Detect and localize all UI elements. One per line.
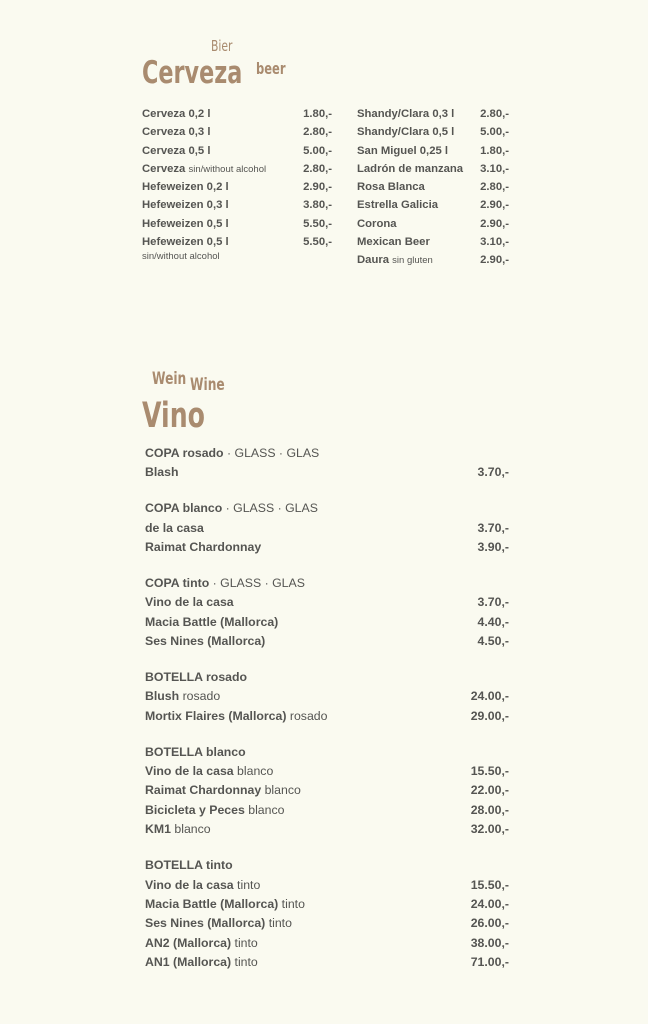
wine-item-name: Macia Battle (Mallorca) (145, 896, 279, 911)
beer-item-price: 1.80,- (303, 108, 332, 120)
wine-item-price: 26.00,- (470, 916, 509, 931)
wine-item-name: Raimat Chardonnay (145, 540, 262, 555)
beer-item (357, 215, 509, 233)
beer-item (142, 160, 332, 178)
beer-item (357, 142, 509, 160)
beer-item (142, 123, 332, 141)
wine-item-name: Vino de la casa (145, 877, 234, 892)
beer-item-name: Cerveza 0,2 l (142, 108, 211, 120)
beer-title: Cerveza (142, 55, 243, 91)
wine-item-price: 3.70,- (477, 520, 509, 535)
wine-group-heading (145, 444, 509, 463)
wine-group (145, 499, 509, 557)
wine-item-note: blanco (244, 802, 285, 817)
beer-item (142, 233, 332, 251)
wine-subtitle-de: Wein (152, 369, 187, 389)
wine-item-price: 15.50,- (470, 764, 509, 779)
wine-group-heading-text: BOTELLA blanco (145, 744, 246, 759)
wine-group-heading (145, 743, 509, 762)
wine-group (145, 444, 509, 483)
wine-title: Vino (142, 396, 205, 436)
wine-item-name: AN1 (Mallorca) (145, 955, 232, 970)
beer-list-right (357, 105, 509, 270)
wine-group (145, 668, 509, 726)
beer-item (142, 215, 332, 233)
beer-item-name: Cerveza 0,5 l (142, 144, 211, 157)
wine-item-name: Mortix Flaires (Mallorca) (145, 708, 287, 723)
wine-item-note: tinto (233, 877, 261, 892)
beer-item-price: 5.00,- (303, 144, 332, 157)
wine-group-heading (145, 499, 509, 518)
wine-item (145, 707, 509, 726)
beer-item (357, 160, 509, 178)
wine-item-note: tinto (231, 935, 258, 950)
wine-item (145, 463, 509, 482)
wine-group-heading-text: COPA tinto (145, 575, 210, 590)
beer-item (357, 105, 509, 123)
wine-item (145, 820, 509, 839)
wine-item-price: 3.90,- (477, 540, 509, 555)
wine-item (145, 801, 509, 820)
beer-item-price: 2.80,- (480, 181, 509, 194)
beer-item-name: Shandy/Clara 0,3 l (357, 108, 455, 120)
beer-subtitle-de: Bier (211, 37, 233, 55)
wine-item (145, 781, 509, 800)
wine-group-heading-note: · GLASS · GLAS (222, 501, 318, 516)
beer-item-subnote: sin/without alcohol (142, 251, 220, 263)
wine-item-price: 29.00,- (470, 708, 509, 723)
wine-item-name: Raimat Chardonnay (145, 783, 262, 798)
beer-item (142, 178, 332, 196)
beer-item-name: Hefeweizen 0,5 l (142, 236, 229, 249)
beer-item (357, 233, 509, 251)
beer-item-name: Ladrón de manzana (357, 162, 464, 175)
wine-item-price: 4.40,- (477, 614, 509, 629)
wine-item-price: 24.00,- (470, 689, 509, 704)
wine-item-note: blanco (261, 783, 301, 798)
wine-item (145, 613, 509, 632)
wine-item-note: rosado (179, 689, 221, 704)
wine-item (145, 876, 509, 895)
beer-item (357, 251, 509, 269)
beer-item-price: 2.90,- (303, 181, 332, 194)
beer-item-price: 2.90,- (480, 199, 509, 212)
beer-item-price: 2.90,- (480, 217, 509, 230)
beer-item-name: Hefeweizen 0,5 l (142, 217, 229, 230)
beer-item-name: Shandy/Clara 0,5 l (357, 126, 455, 139)
wine-item-name: de la casa (145, 520, 204, 535)
wine-item-note: rosado (286, 708, 328, 723)
wine-group (145, 856, 509, 972)
wine-group-heading (145, 574, 509, 593)
wine-item (145, 687, 509, 706)
wine-item-name: Ses Nines (Mallorca) (145, 916, 266, 931)
beer-item-note: sin/without alcohol (188, 163, 267, 175)
wine-item-name: KM1 (145, 822, 171, 837)
beer-item-name: Hefeweizen 0,3 l (142, 199, 229, 212)
wine-item-note: tinto (265, 916, 292, 931)
wine-subtitle-en: Wine (190, 375, 225, 395)
wine-item-price: 38.00,- (470, 935, 509, 950)
wine-item (145, 593, 509, 612)
beer-item-name: Mexican Beer (357, 236, 430, 249)
beer-subtitle-en: beer (256, 59, 286, 78)
wine-group-heading-text: COPA blanco (145, 501, 223, 516)
wine-item-price: 3.70,- (477, 595, 509, 610)
beer-item-price: 2.80,- (303, 162, 332, 175)
wine-group-heading-text: COPA rosado (145, 446, 224, 460)
beer-item (357, 196, 509, 214)
beer-item-name: Rosa Blanca (357, 181, 425, 194)
beer-item-price: 1.80,- (480, 144, 509, 157)
wine-item-name: Bicicleta y Peces (145, 802, 245, 817)
beer-item-price: 3.80,- (303, 199, 332, 212)
wine-item (145, 934, 509, 953)
beer-item (357, 123, 509, 141)
beer-item-price: 5.00,- (480, 126, 509, 139)
beer-item-name: Cerveza 0,3 l (142, 126, 211, 139)
wine-group-heading-note: · GLASS · GLAS (209, 575, 305, 590)
wine-item-name: Macia Battle (Mallorca) (145, 614, 279, 629)
wine-item-price: 3.70,- (477, 465, 509, 480)
beer-item-price: 2.80,- (480, 108, 509, 120)
beer-item-price: 3.10,- (480, 236, 509, 249)
wine-group-heading-text: BOTELLA tinto (145, 858, 233, 873)
wine-item-name: Vino de la casa (145, 595, 234, 610)
beer-item-name: San Miguel 0,25 l (357, 144, 449, 157)
beer-item-price: 5.50,- (303, 217, 332, 230)
wine-group (145, 574, 509, 652)
wine-group-heading (145, 856, 509, 875)
beer-item (142, 105, 332, 123)
wine-item-name: AN2 (Mallorca) (145, 935, 232, 950)
wine-item-price: 71.00,- (470, 955, 509, 970)
beer-item-name: Estrella Galicia (357, 199, 439, 212)
wine-item (145, 538, 509, 557)
wine-group-heading (145, 668, 509, 687)
wine-group-heading-text: BOTELLA rosado (145, 670, 248, 685)
beer-item-name: Daura (357, 254, 390, 267)
wine-group-heading-note: · GLASS · GLAS (223, 446, 320, 460)
beer-item-name: Corona (357, 217, 397, 230)
wine-item (145, 762, 509, 781)
wine-item (145, 953, 509, 972)
beer-item (142, 196, 332, 214)
beer-item-price: 2.80,- (303, 126, 332, 139)
wine-item-name: Blush (145, 689, 180, 704)
wine-item-name: Vino de la casa (145, 764, 234, 779)
beer-list-left (142, 105, 332, 262)
wine-item-note: blanco (233, 764, 274, 779)
beer-item-note: sin gluten (392, 255, 433, 267)
wine-item-name: Ses Nines (Mallorca) (145, 634, 266, 649)
wine-item-price: 28.00,- (470, 802, 509, 817)
beer-item (142, 142, 332, 160)
wine-item-price: 4.50,- (477, 634, 509, 649)
wine-group (145, 743, 509, 840)
wine-item (145, 632, 509, 651)
wine-item (145, 519, 509, 538)
beer-item (357, 178, 509, 196)
wine-item-price: 15.50,- (470, 877, 509, 892)
beer-item-name: Cerveza (142, 162, 186, 175)
wine-item (145, 895, 509, 914)
wine-item-note: tinto (278, 896, 305, 911)
wine-item-note: tinto (231, 955, 258, 970)
wine-item-note: blanco (170, 822, 211, 837)
wine-item-price: 32.00,- (470, 822, 509, 837)
wine-item-price: 22.00,- (470, 783, 509, 798)
beer-item-price: 5.50,- (303, 236, 332, 249)
beer-item-price: 2.90,- (480, 254, 509, 267)
wine-item (145, 914, 509, 933)
beer-item-name: Hefeweizen 0,2 l (142, 181, 229, 194)
wine-item-price: 24.00,- (470, 896, 509, 911)
wine-item-name: Blash (145, 465, 179, 480)
wine-list (145, 444, 509, 989)
beer-item-price: 3.10,- (480, 162, 509, 175)
